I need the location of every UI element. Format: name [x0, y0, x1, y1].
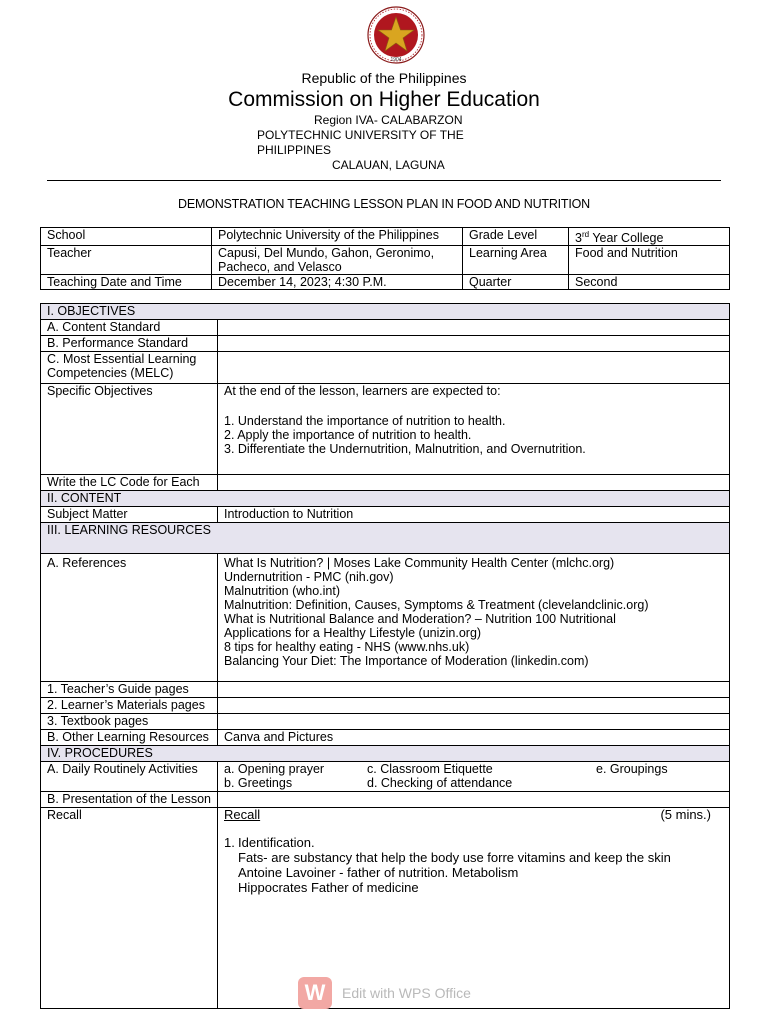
daily-activities-value	[218, 762, 730, 792]
melc-value	[218, 352, 730, 384]
teacher-value: Capusi, Del Mundo, Gahon, Geronimo, Pacheco, and Velasco	[212, 246, 463, 275]
objective-1: 1. Understand the importance of nutrition to health.	[224, 414, 506, 428]
learning-area-value: Food and Nutrition	[569, 246, 730, 275]
teachers-guide-value	[218, 682, 730, 698]
specific-objectives-value	[218, 384, 730, 475]
identification-title: Identification.	[238, 835, 315, 850]
teachers-guide-label: 1. Teacher’s Guide pages	[41, 682, 218, 698]
objectives-intro: At the end of the lesson, learners are expected to:	[224, 384, 501, 398]
lc-code-label: Write the LC Code for Each	[41, 475, 218, 491]
recall-label: Recall	[41, 808, 218, 1009]
daily-item-c: c. Classroom Etiquette	[367, 762, 493, 776]
identification-number: 1.	[224, 835, 235, 850]
date-value: December 14, 2023; 4:30 P.M.	[212, 275, 463, 290]
lesson-plan-table	[40, 303, 730, 1009]
wps-watermark-text: Edit with WPS Office	[342, 985, 471, 1001]
republic-line: Republic of the Philippines	[301, 70, 467, 86]
references-value: What Is Nutrition? | Moses Lake Community Health Center (mlchc.org) Undernutrition - PMC (nih.gov) Malnutrition (who.int) Malnutrition: Definition, Causes, Symptoms & Treatment (clevelandclinic.org) What is Nutritional Balance and Moderation? – Nutrition 100 Nutritional Applications for a Healthy Lifestyle (unizin.org) 8 tips for healthy eating - NHS (www.nhs.uk) Balancing Your Diet: The Importance of Moderation (linkedin.com)	[218, 554, 730, 682]
daily-activities-label: A. Daily Routinely Activities	[41, 762, 218, 792]
learners-materials-label: 2. Learner’s Materials pages	[41, 698, 218, 714]
learning-resources-heading: III. LEARNING RESOURCES	[41, 523, 730, 554]
wps-watermark[interactable]	[298, 977, 471, 1009]
daily-item-b: b. Greetings	[224, 776, 293, 790]
grade-level-value: 3rd Year College	[569, 228, 730, 246]
university-line-2: PHILIPPINES	[257, 143, 332, 157]
region-line: Region IVA- CALABARZON	[314, 113, 463, 127]
identification-line-3: Hippocrates Father of medicine	[238, 880, 419, 895]
daily-item-a: a. Opening prayer	[224, 762, 325, 776]
references-label: A. References	[41, 554, 218, 682]
grade-level-label: Grade Level	[463, 228, 569, 246]
document-title: DEMONSTRATION TEACHING LESSON PLAN IN FOOD AND NUTRITION	[178, 197, 590, 211]
date-label: Teaching Date and Time	[41, 275, 212, 290]
performance-standard-value	[218, 336, 730, 352]
performance-standard-label: B. Performance Standard	[41, 336, 218, 352]
teacher-label: Teacher	[41, 246, 212, 275]
identification-line-1: Fats- are substancy that help the body use forre vitamins and keep the skin	[238, 850, 671, 865]
presentation-value	[218, 792, 730, 808]
specific-objectives-label: Specific Objectives	[41, 384, 218, 475]
procedures-heading: IV. PROCEDURES	[41, 746, 730, 762]
subject-matter-label: Subject Matter	[41, 507, 218, 523]
university-line-1: POLYTECHNIC UNIVERSITY OF THE	[257, 128, 464, 142]
identification-line-2: Antoine Lavoiner - father of nutrition. Metabolism	[238, 865, 519, 880]
objectives-heading: I. OBJECTIVES	[41, 304, 730, 320]
school-value: Polytechnic University of the Philippines	[212, 228, 463, 246]
content-standard-value	[218, 320, 730, 336]
quarter-label: Quarter	[463, 275, 569, 290]
learners-materials-value	[218, 698, 730, 714]
content-heading: II. CONTENT	[41, 491, 730, 507]
recall-time: (5 mins.)	[660, 807, 711, 822]
textbook-value	[218, 714, 730, 730]
recall-content	[218, 808, 730, 1009]
textbook-label: 3. Textbook pages	[41, 714, 218, 730]
wps-logo-icon: W	[298, 977, 332, 1009]
info-table	[40, 227, 730, 290]
lc-code-value	[218, 475, 730, 491]
seal-year: 1904	[390, 57, 402, 63]
learning-area-label: Learning Area	[463, 246, 569, 275]
header-divider	[47, 180, 721, 181]
university-seal	[362, 6, 430, 64]
subject-matter-value: Introduction to Nutrition	[218, 507, 730, 523]
objective-2: 2. Apply the importance of nutrition to health.	[224, 428, 472, 442]
daily-item-d: d. Checking of attendance	[367, 776, 513, 790]
recall-title: Recall	[224, 807, 261, 822]
commission-title: Commission on Higher Education	[228, 88, 540, 111]
melc-label: C. Most Essential Learning Competencies (MELC)	[41, 352, 218, 384]
other-resources-label: B. Other Learning Resources	[41, 730, 218, 746]
presentation-label: B. Presentation of the Lesson	[41, 792, 218, 808]
daily-item-e: e. Groupings	[596, 762, 668, 776]
other-resources-value: Canva and Pictures	[218, 730, 730, 746]
quarter-value: Second	[569, 275, 730, 290]
content-standard-label: A. Content Standard	[41, 320, 218, 336]
school-label: School	[41, 228, 212, 246]
objective-3: 3. Differentiate the Undernutrition, Malnutrition, and Overnutrition.	[224, 442, 586, 456]
campus-line: CALAUAN, LAGUNA	[332, 158, 445, 172]
